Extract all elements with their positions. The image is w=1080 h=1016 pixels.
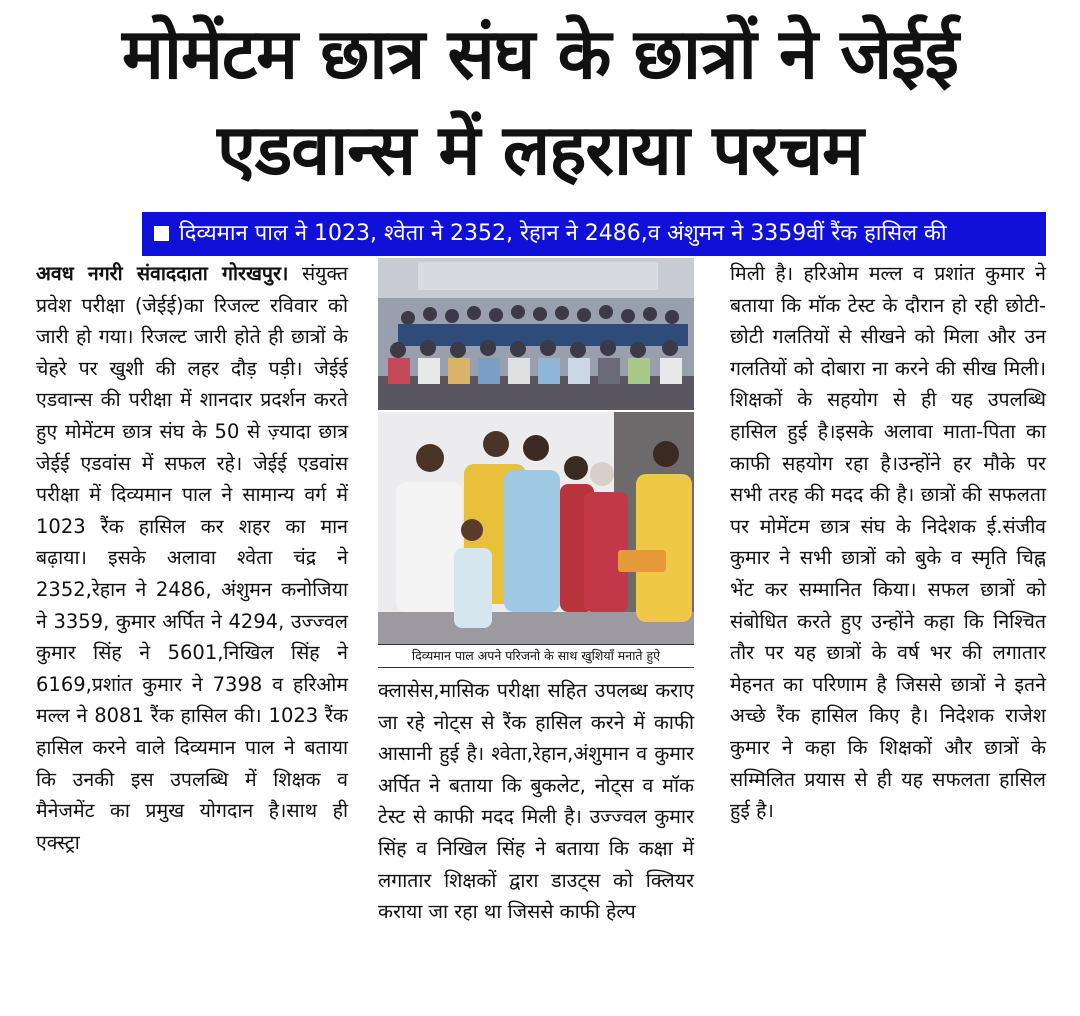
column-3-text: मिली है। हरिओम मल्ल व प्रशांत कुमार ने बताया कि मॉक टेस्ट के दौरान हो रही छोटी-छोटी गलतियों से सीखने को मिला और उन गलतियों को दोबारा ना करने की सीख मिली।शिक्षकों के सहयोग से ही यह उपलब्धि हासिल हुई है।इसके अलावा माता-पिता का काफी सहयोग रहा है।उन्होंने हर मौके पर सभी तरह की मदद की है। छात्रों की सफलता पर मोमेंटम छात्र संघ के निदेशक ई.संजीव कुमार ने सभी छात्रों को बुके व स्मृति चिह्न भेंट कर सम्मानित किया। सफल छात्रों को संबोधित करते हुए उन्होंने कहा कि निश्चित तौर पर यह छात्रों के वर्ष भर की लगातार मेहनत का परिणाम है जिससे छात्रों ने इतने अच्छे रैंक हासिल किए है। निदेशक राजेश कुमार ने कहा कि शिक्षकों और छात्रों के सम्मिलित प्रयास से ही यह सफलता हासिल हुई है। — [730, 262, 1046, 823]
subheadline-bar — [142, 212, 1046, 256]
subheadline-text: दिव्यमान पाल ने 1023, श्वेता ने 2352, रेहान ने 2486,व अंशुमन ने 3359वीं रैंक हासिल की — [179, 221, 947, 246]
article-column-3 — [730, 258, 1046, 827]
square-bullet-icon — [154, 226, 169, 241]
photo-caption: दिव्यमान पाल अपने परिजनो के साथ खुशियाँ मनाते हुऐ — [378, 644, 694, 668]
column-1-text: संयुक्त प्रवेश परीक्षा (जेईई)का रिजल्ट रविवार को जारी हो गया। रिजल्ट जारी होते ही छात्रों के चेहरे पर खुशी की लहर दौड़ पड़ी। जेईई एडवान्स की परीक्षा में शानदार प्रदर्शन करते हुए मोमेंटम छात्र संघ के 50 से ज़्यादा छात्र जेईई एडवांस में सफल रहे। जेईई एडवांस परीक्षा में दिव्यमान पाल ने सामान्य वर्ग में 1023 रैंक हासिल कर शहर का मान बढ़ाया। इसके अलावा श्वेता चंद्र ने 2352,रेहान ने 2486, अंशुमन कनोजिया ने 3359, कुमार अर्पित ने 4294, उज्ज्वल कुमार सिंह ने 5601,निखिल सिंह ने 6169,प्रशांत कुमार ने 7398 व हरिओम मल्ल ने 8081 रैंक हासिल की। 1023 रैंक हासिल करने वाले दिव्यमान पाल ने बताया कि उनकी इस उपलब्धि में शिक्षक व मैनेजमेंट का प्रमुख योगदान है।साथ ही एक्स्ट्रा — [36, 262, 349, 854]
headline-line-2: एडवान्स में लहराया परचम — [217, 109, 863, 191]
dateline: अवध नगरी संवाददाता गोरखपुर। — [36, 262, 289, 285]
family-photo — [378, 412, 694, 644]
headline — [0, 6, 1080, 198]
article-column-1 — [36, 258, 348, 858]
family-photo-illustration — [378, 412, 694, 644]
headline-line-1: मोमेंटम छात्र संघ के छात्रों ने जेईई — [121, 13, 958, 95]
column-2-text: क्लासेस,मासिक परीक्षा सहित उपलब्ध कराए जा रहे नोट्स से रैंक हासिल करने में काफी आसानी हुई है। श्वेता,रेहान,अंशुमान व कुमार अर्पित ने बताया कि बुकलेट, नोट्स व मॉक टेस्ट से काफी मदद मिली है। उज्ज्वल कुमार सिंह व निखिल सिंह ने बताया कि कक्षा में लगातार शिक्षकों द्वारा डाउट्स को क्लियर कराया जा रहा था जिससे काफी हेल्प — [378, 679, 694, 924]
group-photo-illustration — [378, 258, 694, 410]
article-column-2 — [378, 675, 694, 928]
group-photo — [378, 258, 694, 410]
